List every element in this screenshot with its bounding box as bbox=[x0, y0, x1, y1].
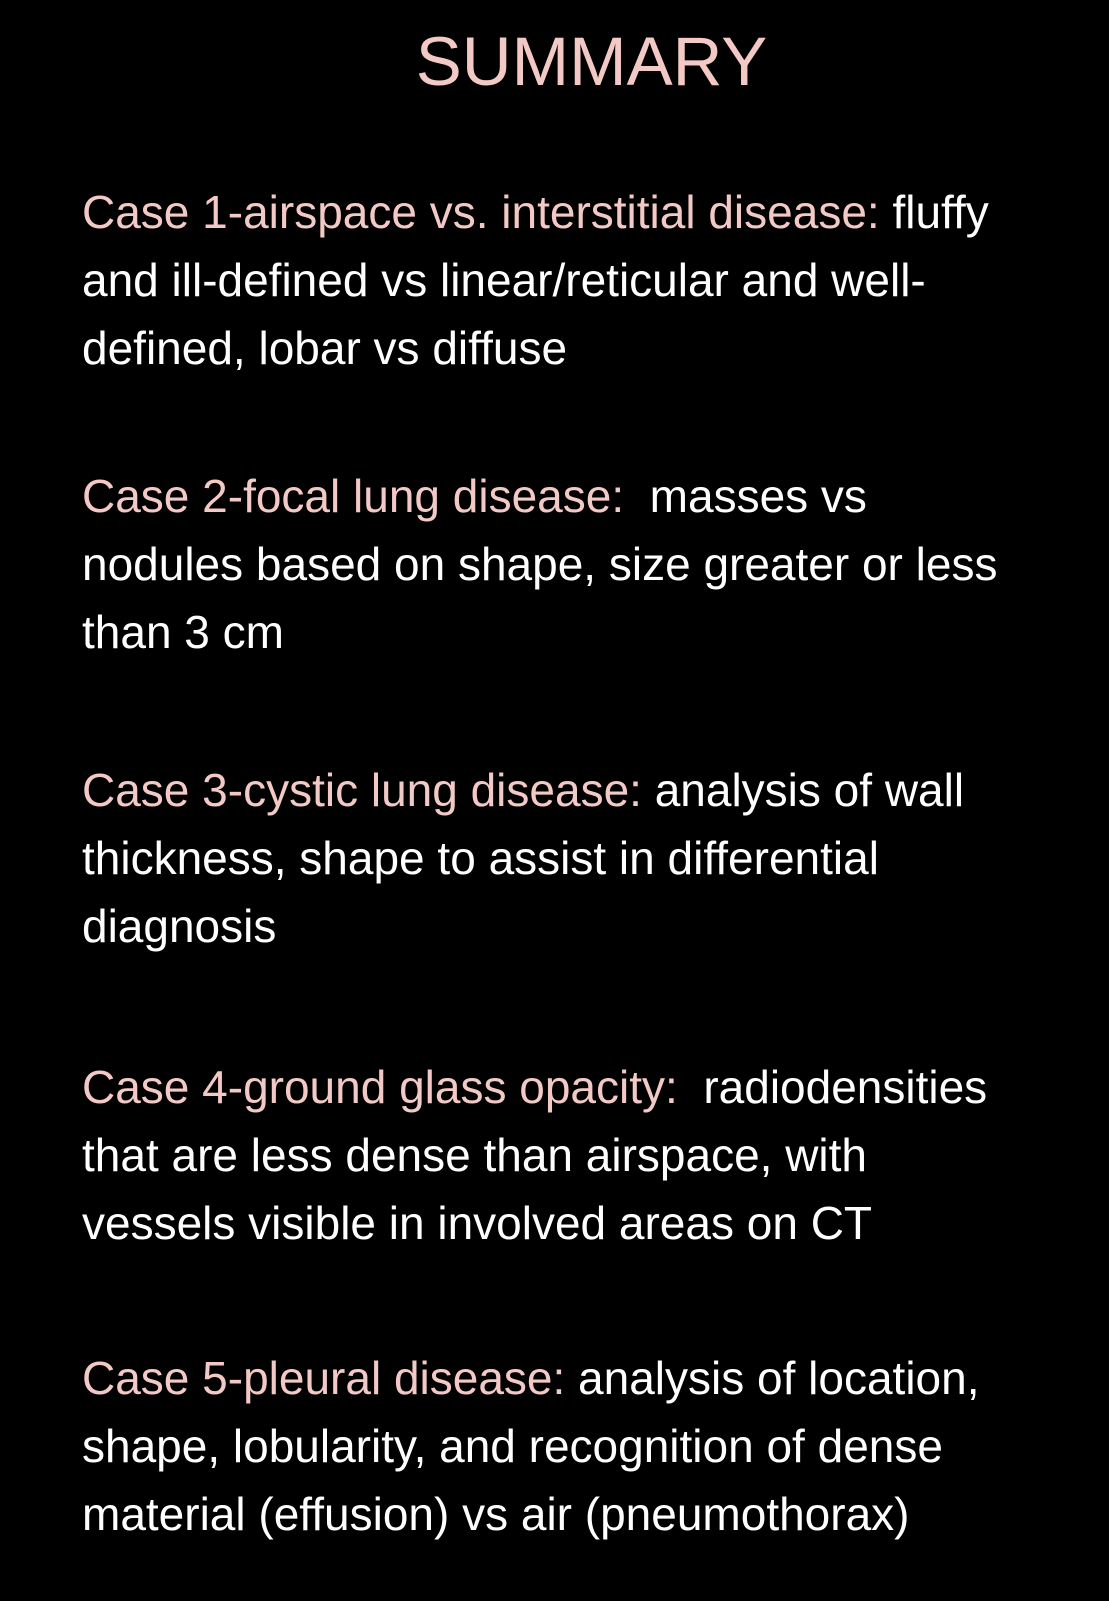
slide-title: SUMMARY bbox=[415, 23, 768, 100]
case-2-description-line-2: nodules based on shape, size greater or less bbox=[82, 538, 998, 590]
case-5-summary bbox=[82, 1344, 1082, 1548]
case-3-summary bbox=[82, 756, 1082, 960]
case-1-description-line-3: defined, lobar vs diffuse bbox=[82, 322, 568, 374]
case-3-description-line-1: analysis of wall bbox=[641, 764, 965, 816]
case-1-description-line-1: fluffy bbox=[879, 186, 989, 238]
case-4-description-line-3: vessels visible in involved areas on CT bbox=[82, 1197, 873, 1249]
case-2-label: Case 2-focal lung disease: bbox=[82, 470, 625, 522]
case-4-description-line-2: that are less dense than airspace, with bbox=[82, 1129, 868, 1181]
case-5-description-line-3: material (effusion) vs air (pneumothorax) bbox=[82, 1488, 910, 1540]
case-3-label: Case 3-cystic lung disease: bbox=[82, 764, 642, 816]
case-1-label: Case 1-airspace vs. interstitial disease: bbox=[82, 186, 880, 238]
case-1-description-line-2: and ill-defined vs linear/reticular and well- bbox=[82, 254, 926, 306]
case-2-description-line-3: than 3 cm bbox=[82, 606, 284, 658]
case-5-description-line-2: shape, lobularity, and recognition of dense bbox=[82, 1420, 943, 1472]
case-2-summary bbox=[82, 462, 1082, 666]
case-5-label: Case 5-pleural disease: bbox=[82, 1352, 566, 1404]
case-4-summary bbox=[82, 1053, 1082, 1257]
case-4-description-line-1: radiodensities bbox=[677, 1061, 988, 1113]
case-1-summary bbox=[82, 178, 1082, 382]
case-5-description-line-1: analysis of location, bbox=[565, 1352, 980, 1404]
case-2-description-line-1: masses vs bbox=[624, 470, 867, 522]
case-3-description-line-3: diagnosis bbox=[82, 900, 277, 952]
case-4-label: Case 4-ground glass opacity: bbox=[82, 1061, 678, 1113]
case-3-description-line-2: thickness, shape to assist in differential bbox=[82, 832, 879, 884]
